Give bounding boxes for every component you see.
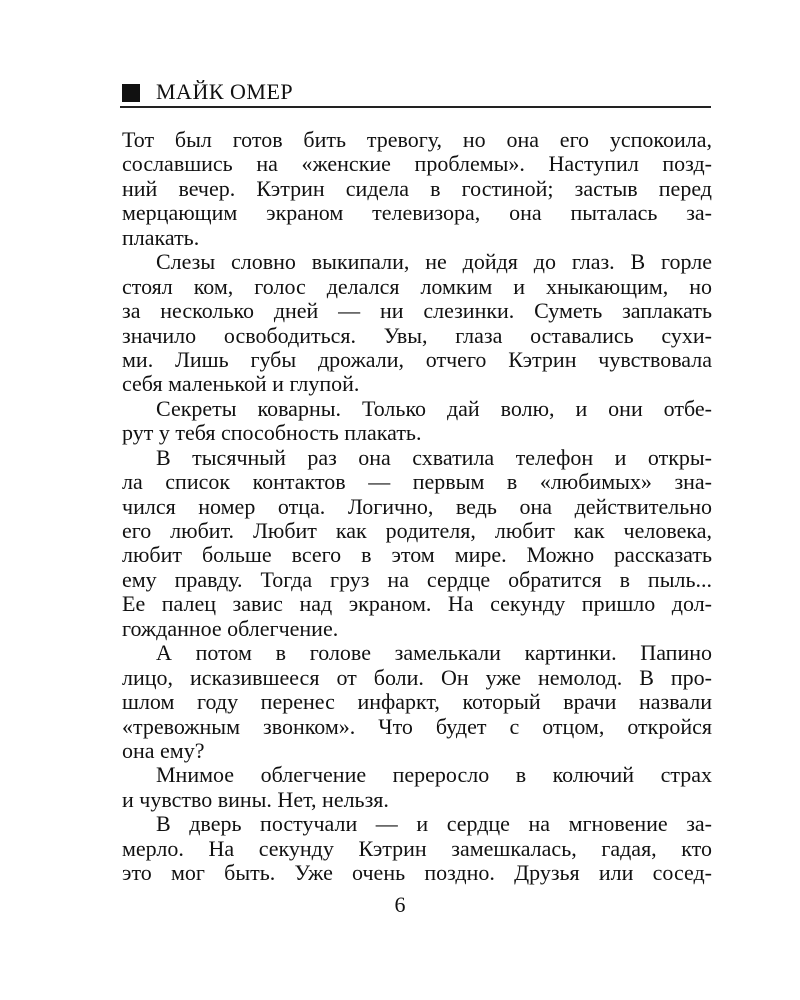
text-line: В дверь постучали — и сердце на мгновение за-	[156, 811, 712, 837]
text-line: это мог быть. Уже очень поздно. Друзья или сосед-	[122, 860, 712, 886]
text-line: себя маленькой и глупой.	[122, 371, 360, 397]
text-line: мерцающим экраном телевизора, она пыталась за-	[122, 200, 712, 226]
text-line: любит больше всего в этом мире. Можно рассказать	[122, 542, 712, 568]
header-square-mark	[122, 84, 140, 102]
text-line: она ему?	[122, 737, 205, 763]
text-line: «тревожным звонком». Что будет с отцом, откройся	[122, 713, 712, 739]
text-line: шлом году перенес инфаркт, который врачи назвали	[122, 689, 712, 715]
page-body-text	[122, 128, 712, 886]
text-line: мерло. На секунду Кэтрин замешкалась, гадая, кто	[122, 835, 712, 861]
text-line: его любит. Любит как родителя, любит как человека,	[122, 518, 712, 543]
text-line: В тысячный раз она схватила телефон и откры-	[156, 444, 712, 470]
running-header	[120, 80, 711, 108]
page-number: 6	[394, 892, 406, 917]
text-line: ми. Лишь губы дрожали, отчего Кэтрин чувствовала	[122, 346, 712, 372]
text-line: стоял ком, голос делался ломким и хныкающим, но	[122, 273, 712, 299]
text-line: и чувство вины. Нет, нельзя.	[122, 786, 389, 812]
text-line: ла список контактов — первым в «любимых» зна-	[122, 469, 712, 495]
text-line: Секреты коварны. Только дай волю, и они отбе-	[156, 395, 712, 421]
text-line: Слезы словно выкипали, не дойдя до глаз. В горле	[156, 249, 712, 275]
text-line: Ее палец завис над экраном. На секунду пришло дол-	[122, 591, 712, 617]
text-line: Мнимое облегчение переросло в колючий страх	[156, 762, 712, 788]
text-line: за несколько дней — ни слезинки. Суметь заплакать	[122, 298, 712, 324]
text-line: лицо, исказившееся от боли. Он уже немолод. В про-	[122, 664, 712, 690]
text-line: ний вечер. Кэтрин сидела в гостиной; застыв перед	[122, 175, 712, 201]
text-line: чился номер отца. Логично, ведь она действительно	[122, 493, 712, 519]
text-line: гожданное облегчение.	[122, 615, 339, 641]
text-line: А потом в голове замелькали картинки. Папино	[156, 640, 712, 666]
text-line: Тот был готов бить тревогу, но она его успокоила,	[122, 127, 712, 152]
book-author-title: МАЙК ОМЕР	[156, 79, 294, 104]
text-line: сославшись на «женские проблемы». Наступил позд-	[122, 151, 712, 177]
text-line: рут у тебя способность плакать.	[122, 420, 422, 446]
text-line: значило освободиться. Увы, глаза оставались сухи-	[122, 322, 712, 348]
text-line: плакать.	[122, 224, 200, 250]
text-line: ему правду. Тогда груз на сердце обратится в пыль...	[122, 566, 712, 592]
